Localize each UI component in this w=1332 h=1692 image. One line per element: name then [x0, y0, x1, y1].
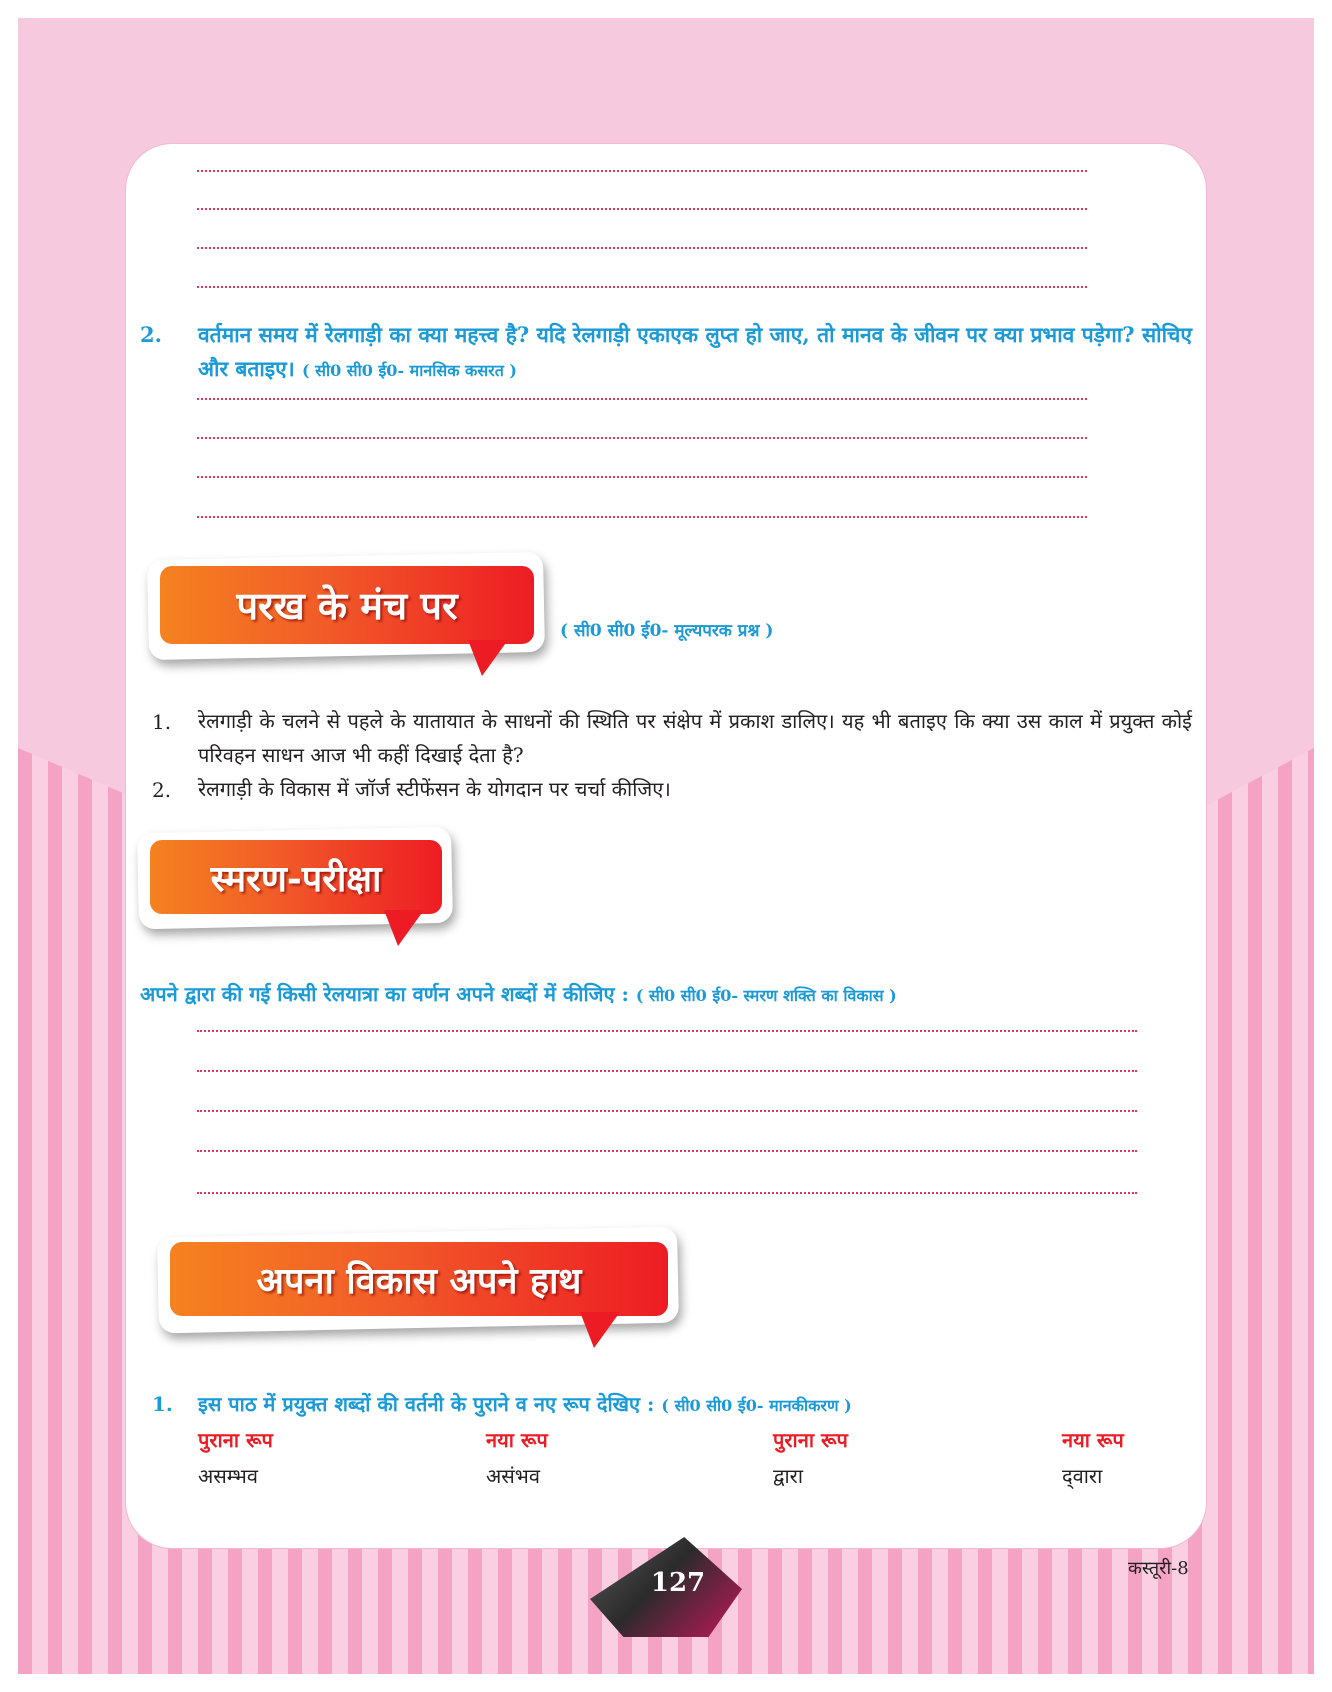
banner-title: परख के मंच पर: [160, 566, 534, 644]
answer-line[interactable]: [197, 516, 1087, 518]
question-number: 1.: [152, 1392, 173, 1416]
answer-line[interactable]: [197, 170, 1087, 172]
answer-line[interactable]: [197, 1070, 1137, 1072]
answer-line[interactable]: [197, 1192, 1137, 1194]
answer-line[interactable]: [197, 208, 1087, 210]
answer-line[interactable]: [197, 247, 1087, 249]
smaran-question: अपने द्वारा की गई किसी रेलयात्रा का वर्णन अपने शब्दों में कीजिए :: [140, 982, 629, 1006]
column-header-old-form: पुराना रूप: [773, 1428, 848, 1452]
apna-question: इस पाठ में प्रयुक्त शब्दों की वर्तनी के पुराने व नए रूप देखिए :: [198, 1392, 655, 1416]
section-banner-apna-vikas: [158, 1232, 678, 1328]
section-banner-smaran: [138, 830, 452, 926]
banner-pointer: [384, 910, 424, 946]
answer-line[interactable]: [197, 286, 1087, 288]
column-header-old-form: पुराना रूप: [198, 1428, 273, 1452]
spelling-word: द्‌वारा: [1062, 1464, 1103, 1488]
banner-title: अपना विकास अपने हाथ: [170, 1242, 668, 1316]
answer-line[interactable]: [197, 476, 1087, 478]
spelling-word: असम्भव: [198, 1464, 258, 1488]
column-header-new-form: नया रूप: [1062, 1428, 1124, 1452]
column-header-new-form: नया रूप: [486, 1428, 548, 1452]
question-text: रेलगाड़ी के विकास में जॉर्ज स्टीफेंसन के योगदान पर चर्चा कीजिए।: [198, 777, 671, 801]
cce-note: ( सी0 सी0 ई0- मानकीकरण ): [661, 1396, 852, 1415]
book-name: कस्तूरी-8: [1128, 1558, 1189, 1579]
answer-line[interactable]: [197, 1150, 1137, 1152]
question-text: [198, 1390, 1198, 1417]
question-2-text: वर्तमान समय में रेलगाड़ी का क्या महत्त्व है? यदि रेलगाड़ी एकाएक लुप्त हो जाए, तो मानव के जीवन पर क्या प्रभाव पड़ेगा? सोचिए और बताइए।: [198, 322, 1192, 381]
answer-line[interactable]: [197, 1030, 1137, 1032]
cce-note: ( सी0 सी0 ई0- मानसिक कसरत ): [301, 361, 517, 380]
answer-line[interactable]: [197, 1110, 1137, 1112]
question-text: [198, 318, 1192, 388]
banner-title: स्मरण-परीक्षा: [150, 840, 442, 914]
answer-line[interactable]: [197, 398, 1087, 400]
question-number: 1.: [152, 710, 172, 734]
banner-pointer: [468, 640, 508, 676]
question-text: [140, 980, 1220, 1007]
spelling-word: असंभव: [486, 1464, 540, 1488]
banner-pointer: [580, 1312, 620, 1348]
question-text: रेलगाड़ी के चलने से पहले के यातायात के साधनों की स्थिति पर संक्षेप में प्रकाश डालिए। यह भी बताइए कि क्या उस काल में प्रयुक्त कोई परिवहन साधन आज भी कहीं दिखाई देता है?: [198, 709, 1192, 767]
answer-line[interactable]: [197, 437, 1087, 439]
question-number: 2.: [140, 322, 162, 347]
page-number: 127: [650, 1568, 706, 1598]
section-banner-parakh: [148, 556, 544, 656]
spelling-word: द्वारा: [773, 1464, 804, 1488]
cce-note: ( सी0 सी0 ई0- स्मरण शक्ति का विकास ): [635, 986, 897, 1005]
cce-note: ( सी0 सी0 ई0- मूल्यपरक प्रश्न ): [560, 621, 774, 641]
question-number: 2.: [152, 778, 172, 802]
